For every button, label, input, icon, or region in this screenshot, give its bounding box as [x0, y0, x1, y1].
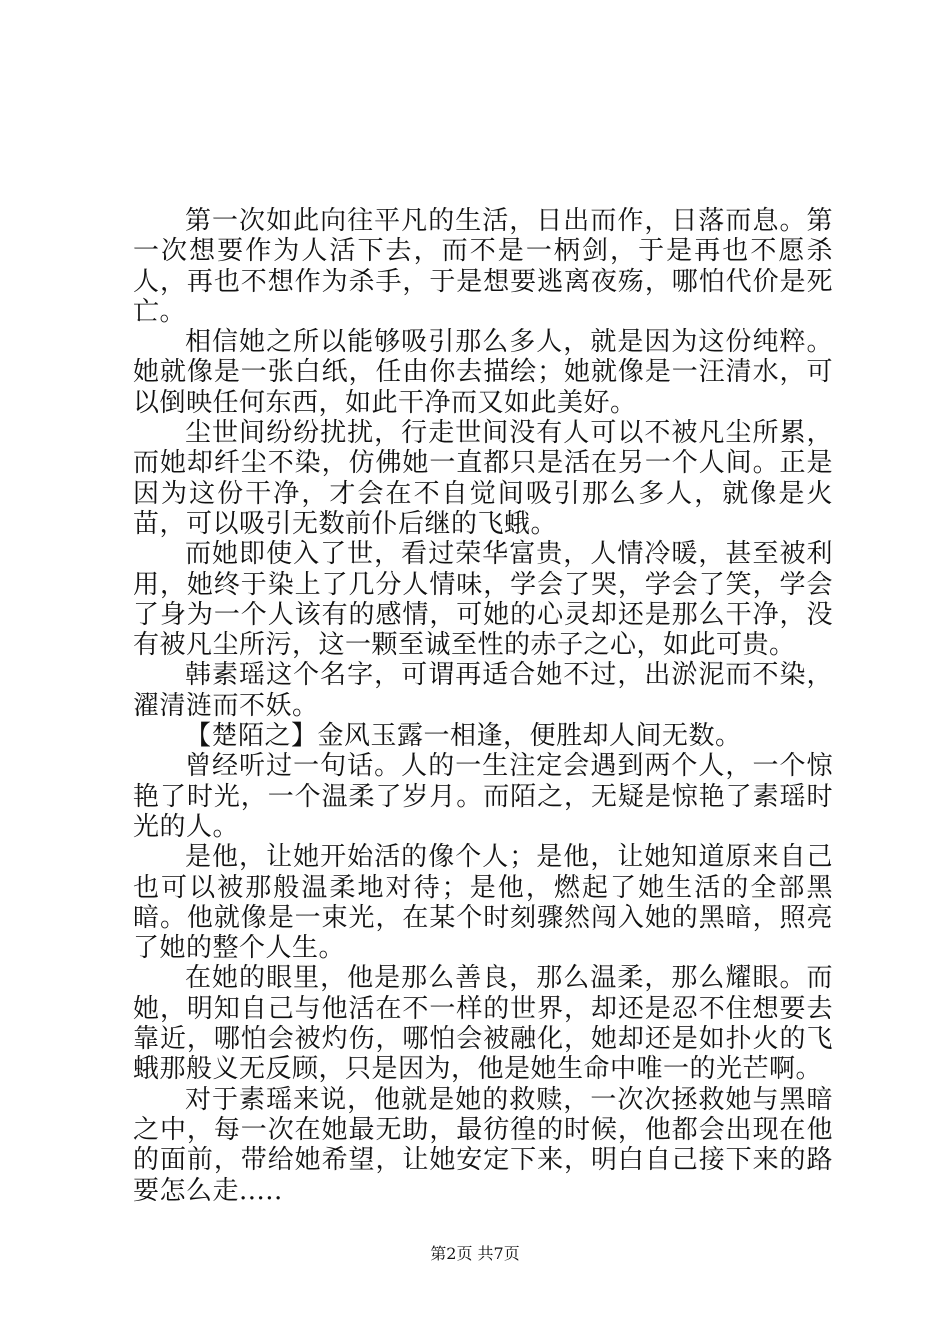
- paragraph-8: 是他，让她开始活的像个人；是他，让她知道原来自己也可以被那般温柔地对待；是他，燃起了她生活的全部黑暗。他就像是一束光，在某个时刻骤然闯入她的黑暗，照亮了她的整个人生。: [133, 842, 833, 964]
- paragraph-5: 韩素瑶这个名字，可谓再适合她不过，出淤泥而不染，濯清涟而不妖。: [133, 660, 833, 721]
- paragraph-2: 相信她之所以能够吸引那么多人，就是因为这份纯粹。她就像是一张白纸，任由你去描绘；她就像是一汪清水，可以倒映任何东西，如此干净而又如此美好。: [133, 327, 833, 418]
- paragraph-4: 而她即使入了世，看过荣华富贵，人情冷暖，甚至被利用，她终于染上了几分人情味，学会了哭，学会了笑，学会了身为一个人该有的感情，可她的心灵却还是那么干净，没有被凡尘所污，这一颗至诚至性的赤子之心，如此可贵。: [133, 539, 833, 661]
- paragraph-3: 尘世间纷纷扰扰，行走世间没有人可以不被凡尘所累，而她却纤尘不染，仿佛她一直都只是活在另一个人间。正是因为这份干净，才会在不自觉间吸引那么多人，就像是火苗，可以吸引无数前仆后继的飞蛾。: [133, 418, 833, 539]
- body-text: [133, 206, 833, 1206]
- paragraph-9: 在她的眼里，他是那么善良，那么温柔，那么耀眼。而她，明知自己与他活在不一样的世界，却还是忍不住想要去靠近，哪怕会被灼伤，哪怕会被融化，她却还是如扑火的飞蛾那般义无反顾，只是因为，他是她生命中唯一的光芒啊。: [133, 963, 833, 1085]
- page-footer: [0, 1244, 950, 1264]
- paragraph-7: 曾经听过一句话。人的一生注定会遇到两个人，一个惊艳了时光，一个温柔了岁月。而陌之，无疑是惊艳了素瑶时光的人。: [133, 751, 833, 842]
- page-number: 第2页 共7页: [430, 1244, 520, 1263]
- paragraph-10: 对于素瑶来说，他就是她的救赎，一次次拯救她与黑暗之中，每一次在她最无助，最彷徨的时候，他都会出现在他的面前，带给她希望，让她安定下来，明白自己接下来的路要怎么走.....: [133, 1084, 833, 1206]
- paragraph-1: 第一次如此向往平凡的生活，日出而作，日落而息。第一次想要作为人活下去，而不是一柄剑，于是再也不愿杀人，再也不想作为杀手，于是想要逃离夜殇，哪怕代价是死亡。: [133, 206, 833, 327]
- paragraph-6: 【楚陌之】金风玉露一相逢，便胜却人间无数。: [185, 721, 742, 752]
